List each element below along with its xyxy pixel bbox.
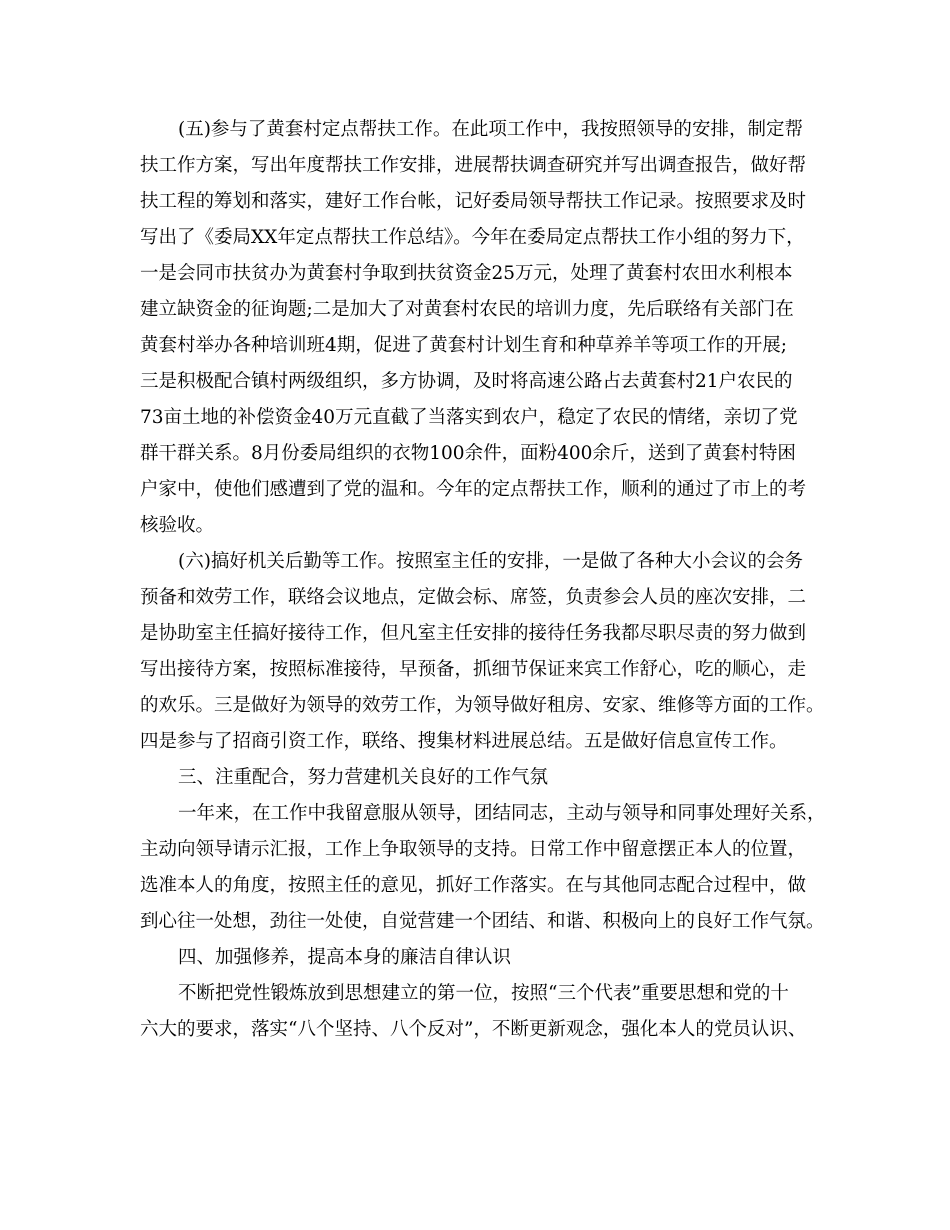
- paragraph-5-line-1: (五)参与了黄套村定点帮扶工作。在此项工作中，我按照领导的安排，制定帮: [178, 119, 803, 140]
- section-3-line-1: 一年来，在工作中我留意服从领导，团结同志，主动与领导和同事处理好关系，: [178, 803, 826, 824]
- paragraph-5-line-3: 扶工程的筹划和落实，建好工作台帐，记好委局领导帮扶工作记录。按照要求及时: [140, 191, 807, 212]
- section-4-line-2: 六大的要求，落实“八个坚持、八个反对”，不断更新观念，强化本人的党员认识、: [140, 1019, 807, 1040]
- section-3-line-4: 到心往一处想，劲往一处使，自觉营建一个团结、和谐、积极向上的良好工作气氛。: [140, 911, 825, 932]
- paragraph-5-line-6: 建立缺资金的征询题;二是加大了对黄套村农民的培训力度，先后联络有关部门在: [140, 299, 794, 320]
- paragraph-5-line-9: 73亩土地的补偿资金40万元直截了当落实到农户，稳定了农民的情绪，亲切了党: [140, 407, 798, 428]
- paragraph-5-line-12: 核验收。: [140, 515, 215, 536]
- paragraph-5-line-8: 三是积极配合镇村两级组织，多方协调，及时将高速公路占去黄套村21户农民的: [140, 371, 793, 392]
- paragraph-5-line-5: 一是会同市扶贫办为黄套村争取到扶贫资金25万元，处理了黄套村农田水利根本: [140, 263, 793, 284]
- section-4-heading: 四、加强修养，提高本身的廉洁自律认识: [178, 947, 512, 968]
- paragraph-5-line-10: 群干群关系。8月份委局组织的衣物100余件，面粉400余斤，送到了黄套村特困: [140, 443, 796, 464]
- paragraph-6-line-2: 预备和效劳工作，联络会议地点，定做会标、席签，负责参会人员的座次安排，二: [140, 587, 807, 608]
- paragraph-6-line-4: 写出接待方案，按照标准接待，早预备，抓细节保证来宾工作舒心，吃的顺心，走: [140, 659, 807, 680]
- section-3-line-2: 主动向领导请示汇报，工作上争取领导的支持。日常工作中留意摆正本人的位置，: [140, 839, 807, 860]
- section-3-line-3: 选准本人的角度，按照主任的意见，抓好工作落实。在与其他同志配合过程中，做: [140, 875, 807, 896]
- paragraph-6-line-6: 四是参与了招商引资工作，联络、搜集材料进展总结。五是做好信息宣传工作。: [140, 731, 788, 752]
- paragraph-6-line-1: (六)搞好机关后勤等工作。按照室主任的安排，一是做了各种大小会议的会务: [178, 551, 803, 572]
- section-3-heading: 三、注重配合，努力营建机关良好的工作气氛: [178, 767, 549, 788]
- paragraph-6-line-3: 是协助室主任搞好接待工作，但凡室主任安排的接待任务我都尽职尽责的努力做到: [140, 623, 807, 644]
- paragraph-5-line-11: 户家中，使他们感遭到了党的温和。今年的定点帮扶工作，顺利的通过了市上的考: [140, 479, 807, 500]
- paragraph-5-line-7: 黄套村举办各种培训班4期，促进了黄套村计划生育和种草养羊等项工作的开展;: [140, 335, 788, 356]
- paragraph-6-line-5: 的欢乐。三是做好为领导的效劳工作，为领导做好租房、安家、维修等方面的工作。: [140, 695, 825, 716]
- section-4-line-1: 不断把党性锻炼放到思想建立的第一位，按照“三个代表”重要思想和党的十: [178, 983, 789, 1004]
- paragraph-5-line-2: 扶工作方案，写出年度帮扶工作安排，进展帮扶调查研究并写出调查报告，做好帮: [140, 155, 807, 176]
- paragraph-5-line-4: 写出了《委局XX年定点帮扶工作总结》。今年在委局定点帮扶工作小组的努力下，: [140, 227, 805, 248]
